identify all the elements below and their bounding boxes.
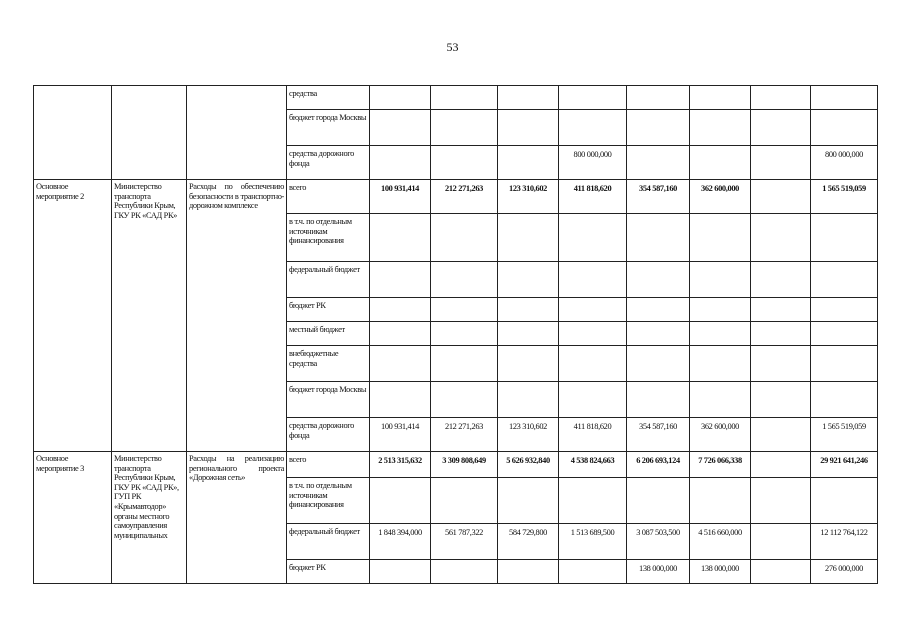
amount-cell xyxy=(627,298,690,322)
amount-cell: 4 516 660,000 xyxy=(690,524,751,560)
amount-cell xyxy=(811,382,878,418)
amount-cell xyxy=(370,214,431,262)
description-cell: Расходы по обеспечению безопасности в транспортно-дорожном комплексе xyxy=(187,180,287,452)
amount-cell xyxy=(751,452,811,478)
table-row xyxy=(34,180,878,214)
amount-cell xyxy=(370,110,431,146)
amount-cell xyxy=(751,180,811,214)
amount-cell xyxy=(370,298,431,322)
amount-cell xyxy=(559,110,627,146)
measure-name-cell: Основное мероприятие 2 xyxy=(34,180,112,452)
amount-cell xyxy=(498,560,559,584)
amount-cell xyxy=(370,478,431,524)
amount-cell: 800 000,000 xyxy=(811,146,878,180)
amount-cell xyxy=(811,478,878,524)
amount-cell xyxy=(498,346,559,382)
amount-cell: 5 626 932,840 xyxy=(498,452,559,478)
amount-cell: 138 000,000 xyxy=(627,560,690,584)
amount-cell: 4 538 824,663 xyxy=(559,452,627,478)
amount-cell xyxy=(498,298,559,322)
amount-cell xyxy=(811,298,878,322)
funding-source-cell: бюджет города Москвы xyxy=(287,110,370,146)
amount-cell: 138 000,000 xyxy=(690,560,751,584)
amount-cell xyxy=(627,262,690,298)
amount-cell xyxy=(627,146,690,180)
executor-cell: Министерство транспорта Республики Крым, ГКУ РК «САД РК», ГУП РК «Крымавтодор» органы местного самоуправления муниципальных xyxy=(112,452,187,584)
funding-source-cell: в т.ч. по отдельным источникам финансирования xyxy=(287,214,370,262)
amount-cell xyxy=(431,478,498,524)
funding-source-cell: средства дорожного фонда xyxy=(287,146,370,180)
description-cell: Расходы на реализацию регионального проекта «Дорожная сеть» xyxy=(187,452,287,584)
amount-cell: 6 206 693,124 xyxy=(627,452,690,478)
amount-cell xyxy=(431,86,498,110)
amount-cell xyxy=(811,214,878,262)
amount-cell xyxy=(690,110,751,146)
amount-cell: 354 587,160 xyxy=(627,180,690,214)
amount-cell: 411 818,620 xyxy=(559,418,627,452)
amount-cell xyxy=(370,262,431,298)
amount-cell: 411 818,620 xyxy=(559,180,627,214)
amount-cell xyxy=(431,322,498,346)
amount-cell xyxy=(559,86,627,110)
amount-cell xyxy=(627,478,690,524)
amount-cell xyxy=(627,346,690,382)
amount-cell xyxy=(431,346,498,382)
amount-cell: 12 112 764,122 xyxy=(811,524,878,560)
amount-cell: 100 931,414 xyxy=(370,418,431,452)
amount-cell xyxy=(431,214,498,262)
amount-cell xyxy=(559,346,627,382)
amount-cell xyxy=(559,382,627,418)
amount-cell xyxy=(370,560,431,584)
amount-cell xyxy=(751,262,811,298)
amount-cell: 212 271,263 xyxy=(431,180,498,214)
amount-cell xyxy=(751,86,811,110)
table-row xyxy=(34,86,878,110)
executor-cell xyxy=(112,86,187,180)
amount-cell xyxy=(690,382,751,418)
amount-cell xyxy=(751,214,811,262)
table-body xyxy=(34,86,878,584)
amount-cell xyxy=(498,146,559,180)
amount-cell xyxy=(370,382,431,418)
amount-cell xyxy=(690,346,751,382)
amount-cell xyxy=(627,382,690,418)
amount-cell xyxy=(498,110,559,146)
funding-source-cell: всего xyxy=(287,452,370,478)
amount-cell: 7 726 066,338 xyxy=(690,452,751,478)
amount-cell: 3 309 808,649 xyxy=(431,452,498,478)
amount-cell xyxy=(751,560,811,584)
amount-cell xyxy=(370,346,431,382)
amount-cell: 100 931,414 xyxy=(370,180,431,214)
amount-cell xyxy=(431,110,498,146)
amount-cell xyxy=(690,146,751,180)
amount-cell: 1 565 519,059 xyxy=(811,180,878,214)
amount-cell xyxy=(627,322,690,346)
amount-cell xyxy=(751,418,811,452)
amount-cell: 561 787,322 xyxy=(431,524,498,560)
financing-table xyxy=(33,85,878,584)
amount-cell xyxy=(559,322,627,346)
funding-source-cell: средства xyxy=(287,86,370,110)
funding-source-cell: бюджет города Москвы xyxy=(287,382,370,418)
amount-cell xyxy=(751,146,811,180)
amount-cell: 1 848 394,000 xyxy=(370,524,431,560)
amount-cell xyxy=(559,478,627,524)
amount-cell xyxy=(690,322,751,346)
amount-cell xyxy=(498,86,559,110)
table-row xyxy=(34,452,878,478)
amount-cell xyxy=(498,322,559,346)
amount-cell xyxy=(751,110,811,146)
amount-cell xyxy=(627,214,690,262)
amount-cell: 29 921 641,246 xyxy=(811,452,878,478)
amount-cell xyxy=(559,298,627,322)
amount-cell xyxy=(811,322,878,346)
amount-cell xyxy=(751,298,811,322)
amount-cell: 800 000,000 xyxy=(559,146,627,180)
amount-cell xyxy=(431,382,498,418)
description-cell xyxy=(187,86,287,180)
amount-cell: 123 310,602 xyxy=(498,180,559,214)
page-number: 53 xyxy=(446,40,459,54)
amount-cell xyxy=(811,110,878,146)
amount-cell xyxy=(751,346,811,382)
amount-cell xyxy=(559,262,627,298)
amount-cell xyxy=(751,322,811,346)
amount-cell: 354 587,160 xyxy=(627,418,690,452)
funding-source-cell: внебюджетные средства xyxy=(287,346,370,382)
amount-cell: 3 087 503,500 xyxy=(627,524,690,560)
executor-cell: Министерство транспорта Республики Крым, ГКУ РК «САД РК» xyxy=(112,180,187,452)
amount-cell xyxy=(690,262,751,298)
amount-cell xyxy=(559,560,627,584)
funding-source-cell: федеральный бюджет xyxy=(287,262,370,298)
amount-cell xyxy=(627,86,690,110)
funding-source-cell: бюджет РК xyxy=(287,560,370,584)
amount-cell: 362 600,000 xyxy=(690,418,751,452)
amount-cell: 2 513 315,632 xyxy=(370,452,431,478)
amount-cell xyxy=(811,262,878,298)
amount-cell xyxy=(431,298,498,322)
amount-cell: 1 565 519,059 xyxy=(811,418,878,452)
amount-cell xyxy=(751,524,811,560)
funding-source-cell: местный бюджет xyxy=(287,322,370,346)
amount-cell xyxy=(811,346,878,382)
funding-source-cell: всего xyxy=(287,180,370,214)
amount-cell xyxy=(431,262,498,298)
funding-source-cell: федеральный бюджет xyxy=(287,524,370,560)
amount-cell xyxy=(498,382,559,418)
amount-cell xyxy=(498,214,559,262)
amount-cell xyxy=(431,560,498,584)
amount-cell: 212 271,263 xyxy=(431,418,498,452)
amount-cell: 584 729,800 xyxy=(498,524,559,560)
amount-cell xyxy=(690,86,751,110)
amount-cell xyxy=(627,110,690,146)
funding-source-cell: бюджет РК xyxy=(287,298,370,322)
amount-cell xyxy=(690,298,751,322)
amount-cell xyxy=(559,214,627,262)
measure-name-cell xyxy=(34,86,112,180)
amount-cell xyxy=(690,214,751,262)
amount-cell xyxy=(811,86,878,110)
amount-cell: 1 513 689,500 xyxy=(559,524,627,560)
amount-cell xyxy=(370,86,431,110)
amount-cell xyxy=(370,322,431,346)
amount-cell xyxy=(370,146,431,180)
amount-cell xyxy=(498,478,559,524)
amount-cell xyxy=(431,146,498,180)
amount-cell: 123 310,602 xyxy=(498,418,559,452)
amount-cell xyxy=(498,262,559,298)
amount-cell: 362 600,000 xyxy=(690,180,751,214)
amount-cell xyxy=(690,478,751,524)
funding-source-cell: средства дорожного фонда xyxy=(287,418,370,452)
amount-cell xyxy=(751,382,811,418)
measure-name-cell: Основное мероприятие 3 xyxy=(34,452,112,584)
amount-cell xyxy=(751,478,811,524)
amount-cell: 276 000,000 xyxy=(811,560,878,584)
funding-source-cell: в т.ч. по отдельным источникам финансирования xyxy=(287,478,370,524)
